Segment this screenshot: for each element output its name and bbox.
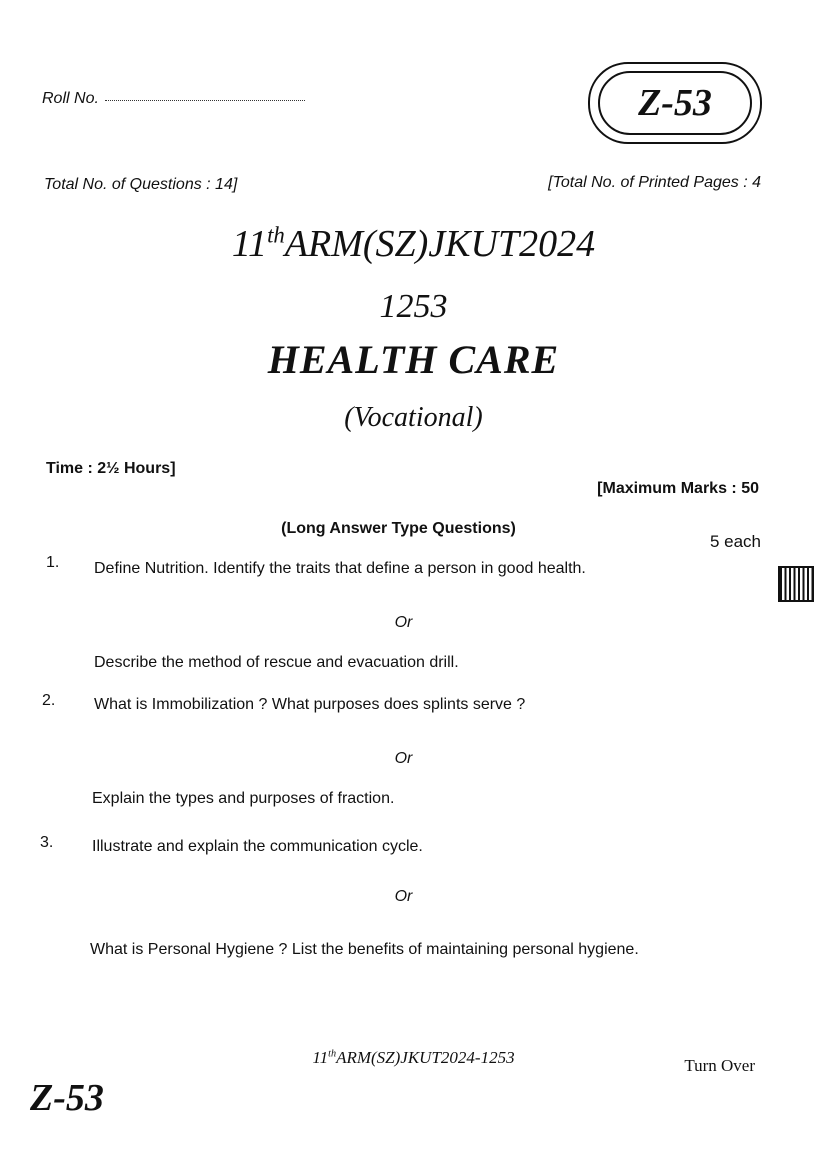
exam-code-suffix: ARM(SZ)JKUT2024	[284, 223, 596, 265]
maximum-marks: [Maximum Marks : 50	[597, 480, 759, 497]
section-heading: (Long Answer Type Questions)	[281, 520, 516, 537]
alternative-question-text: Describe the method of rescue and evacuation drill.	[94, 654, 459, 671]
question-number: 2.	[42, 692, 56, 709]
bottom-paper-code: Z-53	[30, 1077, 104, 1119]
roll-number-blank	[105, 99, 305, 101]
turn-over: Turn Over	[684, 1056, 755, 1075]
alternative-question-text: What is Personal Hygiene ? List the benefits of maintaining personal hygiene.	[90, 941, 639, 958]
alternative-question-text: Explain the types and purposes of fraction.	[92, 790, 395, 807]
roll-number-label: Roll No.	[42, 90, 99, 107]
question-number: 3.	[40, 834, 54, 851]
marks-each: 5 each	[709, 532, 761, 551]
exam-code-prefix: 11	[231, 223, 268, 265]
stream-label: (Vocational)	[344, 402, 483, 433]
paper-code-badge	[588, 62, 762, 144]
footer-code-suffix: ARM(SZ)JKUT2024-1253	[336, 1048, 515, 1067]
paper-code: Z-53	[598, 71, 752, 135]
total-questions: Total No. of Questions : 14]	[44, 176, 238, 193]
subject-title: HEALTH CARE	[267, 337, 560, 382]
question-text: Define Nutrition. Identify the traits that define a person in good health.	[94, 560, 586, 577]
time-allowed: Time : 2½ Hours]	[46, 460, 176, 477]
total-pages: [Total No. of Printed Pages : 4	[548, 174, 761, 191]
question-number: 1.	[46, 554, 60, 571]
paper-number: 1253	[379, 288, 448, 325]
roll-number-field	[42, 90, 305, 108]
exam-code	[0, 222, 827, 266]
or-separator: Or	[394, 750, 413, 767]
question-text: What is Immobilization ? What purposes does splints serve ?	[94, 696, 526, 713]
qr-code-icon	[778, 566, 814, 602]
exam-code-sup: th	[267, 222, 285, 248]
footer-code-sup: th	[328, 1048, 337, 1060]
question-text: Illustrate and explain the communication cycle.	[92, 838, 423, 855]
or-separator: Or	[394, 888, 413, 905]
or-separator: Or	[394, 614, 413, 631]
footer-code-prefix: 11	[312, 1048, 329, 1067]
